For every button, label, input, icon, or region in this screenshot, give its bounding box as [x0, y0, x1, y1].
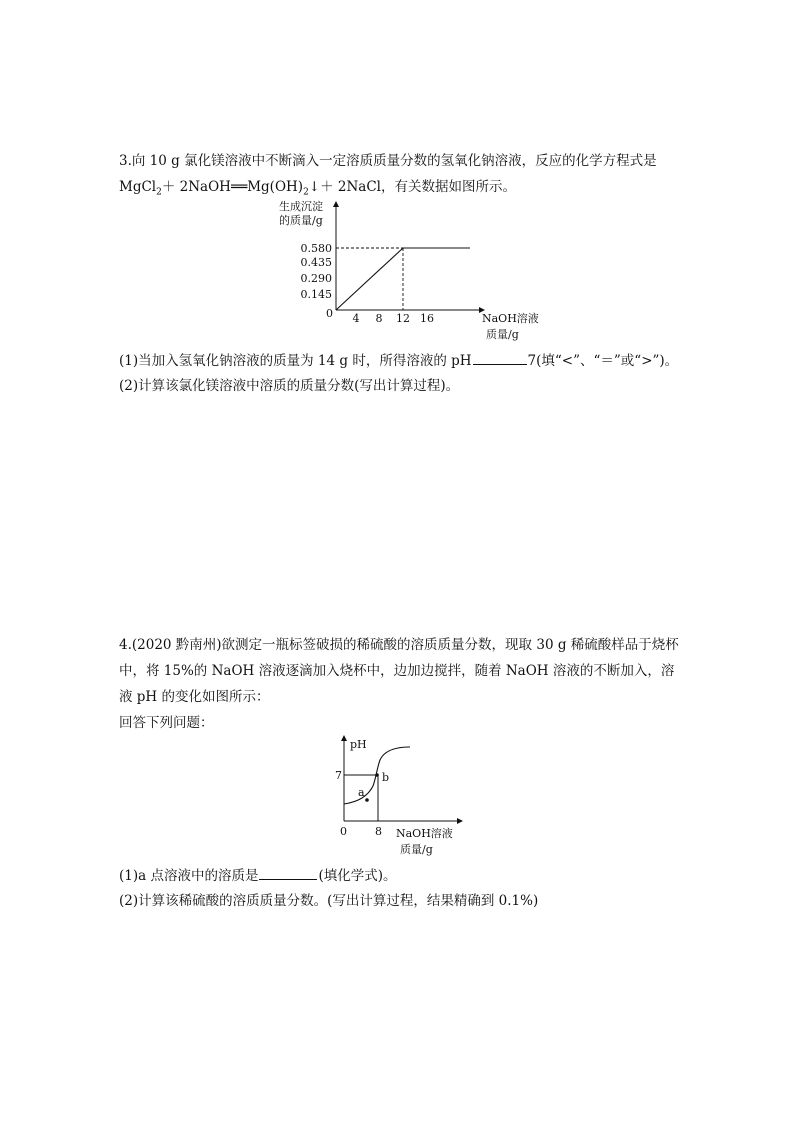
eq-part: MgCl: [119, 179, 157, 195]
q4-sub2: (2)计算该稀硫酸的溶质质量分数。(写出计算过程，结果精确到 0.1%): [119, 893, 539, 909]
chart2-xlabel-1: NaOH溶液: [396, 827, 453, 840]
q4-line4: 回答下列问题：: [119, 715, 214, 731]
chart1-ytick: 0.580: [300, 242, 332, 255]
eq-part: ＋ 2NaOH: [161, 179, 231, 195]
chart1-xtick: 12: [396, 312, 410, 325]
chart2-label-b: b: [382, 771, 390, 784]
chart1-ytick: 0.145: [300, 288, 332, 301]
q3-sub1-post: 7(填“<”、“＝”或“>”)。: [527, 353, 679, 369]
chart1-rising-line: [336, 248, 403, 310]
eq-sub: 2: [303, 187, 309, 198]
chart1-origin: 0: [326, 307, 333, 320]
chart2-point-b: [375, 773, 379, 777]
chart-precipitate: [270, 198, 539, 346]
chart2-xlabel-2: 质量/g: [400, 843, 433, 856]
eq-arrow: ══: [230, 179, 248, 195]
chart2-ytick: 7: [335, 769, 342, 782]
chart1-ytick: 0.290: [300, 272, 332, 285]
chart1-ylabel-1: 生成沉淀: [279, 200, 323, 213]
chart1-ytick: 0.435: [300, 256, 332, 269]
q3-sub1: [119, 351, 678, 370]
q3-sub2: (2)计算该氯化镁溶液中溶质的质量分数(写出计算过程)。: [119, 378, 460, 394]
chart1-xlabel-2: 质量/g: [486, 328, 519, 341]
q4-sub1-pre: (1)a 点溶液中的溶质是: [119, 868, 259, 884]
answer-blank[interactable]: [259, 866, 317, 880]
q4-line1: 4.(2020 黔南州)欲测定一瓶标签破损的稀硫酸的溶质质量分数，现取 30 g 稀硫酸样品于烧杯: [119, 637, 679, 653]
chart2-ylabel: pH: [350, 738, 367, 751]
chart1-xtick: 8: [375, 312, 383, 325]
answer-blank[interactable]: [473, 351, 527, 365]
q3-line1: 3.向 10 g 氯化镁溶液中不断滴入一定溶质质量分数的氢氧化钠溶液，反应的化学方程式是: [119, 153, 657, 169]
chart2-label-a: a: [358, 786, 365, 799]
q4-line3: 液 pH 的变化如图所示：: [119, 689, 270, 705]
eq-part: ↓＋ 2NaCl，有关数据如图所示。: [308, 179, 516, 195]
chart1-xtick: 4: [352, 312, 360, 325]
chart1-ylabel-2: 的质量/g: [279, 214, 323, 227]
q4-sub1: [119, 866, 397, 885]
eq-part: Mg(OH): [247, 179, 304, 195]
chart1-xlabel-1: NaOH溶液: [482, 312, 539, 325]
chart-ph: [330, 734, 470, 862]
eq-sub: 2: [156, 187, 162, 198]
chart2-xtick: 8: [375, 825, 382, 838]
q4-sub1-post: (填化学式)。: [318, 868, 397, 884]
q4-line2: 中，将 15%的 NaOH 溶液逐滴加入烧杯中，边加边搅拌，随着 NaOH 溶液的不断加入，溶: [119, 663, 675, 679]
q3-sub1-pre: (1)当加入氢氧化钠溶液的质量为 14 g 时，所得溶液的 pH: [119, 353, 472, 369]
chart2-point-a: [365, 798, 369, 802]
chart2-origin: 0: [340, 825, 347, 838]
chart1-xtick: 16: [420, 312, 434, 325]
